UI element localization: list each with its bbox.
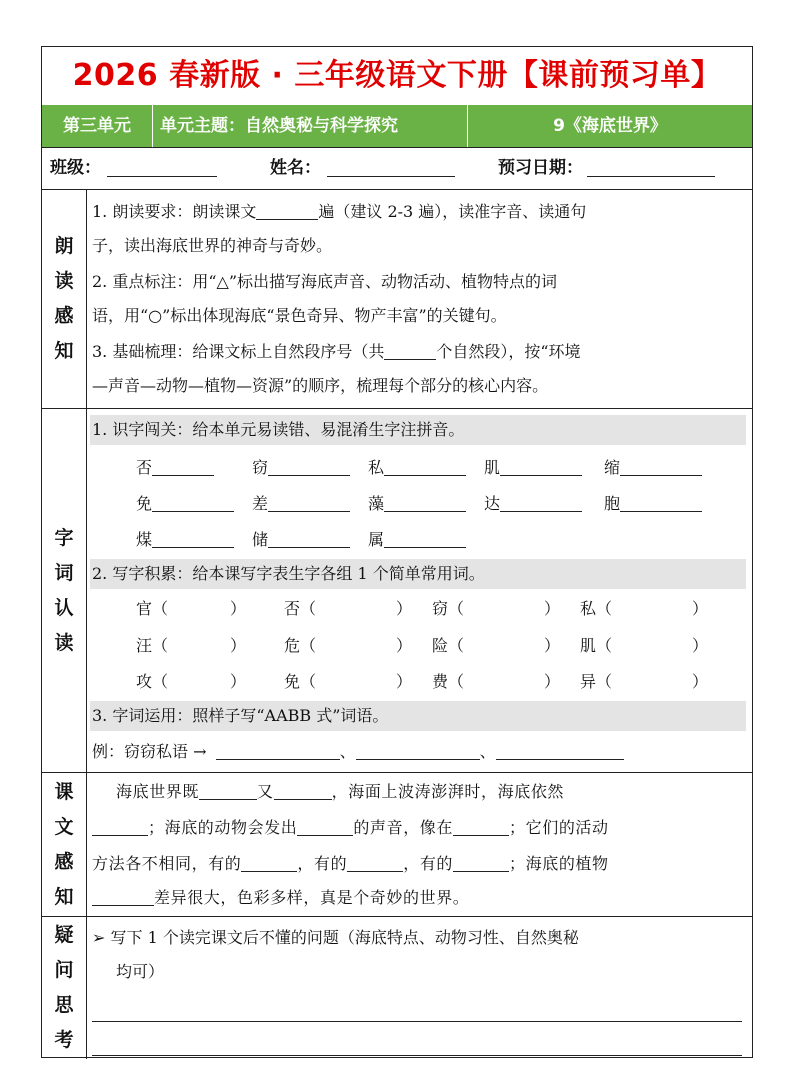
reading-line-3: 2. 重点标注：用“△”标出描写海底声音、动物活动、植物特点的词 (92, 272, 558, 291)
text-section (42, 773, 752, 917)
pinyin-blank[interactable] (620, 455, 702, 476)
answer-line-1[interactable] (92, 1021, 742, 1022)
class-field[interactable] (107, 154, 217, 177)
text-label: 课 文 感 知 (42, 773, 87, 916)
text-blank[interactable] (241, 851, 297, 872)
aabb-blank-1[interactable] (216, 739, 340, 760)
task-1-heading: 1. 识字闯关：给本单元易读错、易混淆生字注拼音。 (90, 415, 746, 445)
pinyin-blank[interactable] (268, 455, 350, 476)
date-label: 预习日期： (498, 158, 583, 178)
text-blank[interactable] (274, 779, 332, 800)
reading-line-5: 3. 基础梳理：给课文标上自然段序号（共 个自然段），按“环境 (92, 337, 746, 367)
text-blank[interactable] (297, 815, 353, 836)
reading-line-4: 语，用“○”标出体现海底“景色奇异、物产丰富”的关键句。 (92, 306, 507, 325)
words-label: 字 词 认 读 (42, 409, 87, 772)
question-section (42, 917, 752, 1059)
text-blank[interactable] (92, 815, 148, 836)
text-blank[interactable] (453, 851, 509, 872)
words-content: 1. 识字闯关：给本单元易读错、易混淆生字注拼音。 否 窃 私 肌 缩 免 差 藻 达 胞 煤 储 属 2. 写字积累：给本课写字表生字各组 1 个简单常用词。 官（ ） 否（ ） 窃（ ） 私（ ） 汪（ ） 危（ ） 险（ ） 肌（ ） 攻（ ） 免（ ） 费（ ） 异（ ） 3. 字词运用：照样子写“AABB 式”词语。 例：窃窃私语 → 、 、 (86, 409, 752, 772)
reading-section (42, 189, 752, 409)
pinyin-blank[interactable] (620, 491, 702, 512)
pinyin-blank[interactable] (384, 527, 466, 548)
name-field[interactable] (327, 154, 455, 177)
pinyin-blank[interactable] (152, 491, 234, 512)
class-label: 班级： (50, 158, 101, 178)
aabb-blank-2[interactable] (356, 739, 480, 760)
pinyin-blank[interactable] (152, 455, 214, 476)
task-2-heading: 2. 写字积累：给本课写字表生字各组 1 个简单常用词。 (90, 559, 746, 589)
date-field[interactable] (587, 154, 715, 177)
question-content (86, 917, 752, 1059)
text-line-4: 差异很大，色彩多样，真是个奇妙的世界。 (92, 883, 746, 913)
unit-bar (42, 105, 752, 148)
words-section (42, 409, 752, 773)
reading-line-1: 1. 朗读要求：朗读课文 遍（建议 2-3 遍），读准字音、读通句 (92, 197, 746, 227)
reading-line-6: —声音—动物—植物—资源”的顺序，梳理每个部分的核心内容。 (92, 376, 549, 395)
reading-content (86, 189, 752, 408)
pinyin-blank[interactable] (500, 455, 582, 476)
reading-label: 朗 读 感 知 (42, 189, 87, 408)
pinyin-blank[interactable] (500, 491, 582, 512)
question-line-1: ➢ 写下 1 个读完课文后不懂的问题（海底特点、动物习性、自然奥秘 (92, 928, 579, 947)
question-line-2: 均可） (116, 962, 165, 981)
bullet-arrow-icon: ➢ (92, 928, 106, 947)
question-label: 疑 问 思 考 (42, 917, 87, 1059)
task-3-heading: 3. 字词运用：照样子写“AABB 式”词语。 (90, 701, 746, 731)
unit-theme: 单元主题：自然奥秘与科学探究 (152, 105, 468, 147)
pinyin-blank[interactable] (384, 455, 466, 476)
info-row (42, 147, 752, 190)
text-line-2: ；海底的动物会发出 的声音，像在 ；它们的活动 (92, 813, 746, 843)
read-times-blank[interactable] (256, 199, 318, 220)
worksheet (41, 46, 753, 1058)
aabb-blank-3[interactable] (496, 739, 624, 760)
text-line-1: 海底世界既 又 ，海面上波涛澎湃时，海底依然 (116, 777, 746, 807)
text-blank[interactable] (453, 815, 509, 836)
text-line-3: 方法各不相同，有的 ，有的 ，有的 ；海底的植物 (92, 849, 746, 879)
pinyin-blank[interactable] (384, 491, 466, 512)
page-title: 2026 春新版 · 三年级语文下册【课前预习单】 (42, 47, 752, 106)
reading-line-2: 子，读出海底世界的神奇与奇妙。 (92, 236, 333, 255)
pinyin-blank[interactable] (268, 491, 350, 512)
text-blank[interactable] (347, 851, 403, 872)
pinyin-blank[interactable] (268, 527, 350, 548)
text-content (86, 773, 752, 916)
aabb-example-line: 例：窃窃私语 → 、 、 (92, 737, 746, 767)
name-label: 姓名： (270, 158, 321, 178)
text-blank[interactable] (92, 885, 154, 906)
lesson-title: 9《海底世界》 (553, 116, 667, 136)
pinyin-blank[interactable] (152, 527, 234, 548)
unit-number: 第三单元 (42, 105, 153, 147)
text-blank[interactable] (199, 779, 257, 800)
answer-line-2[interactable] (92, 1055, 742, 1056)
paragraph-count-blank[interactable] (384, 339, 436, 360)
